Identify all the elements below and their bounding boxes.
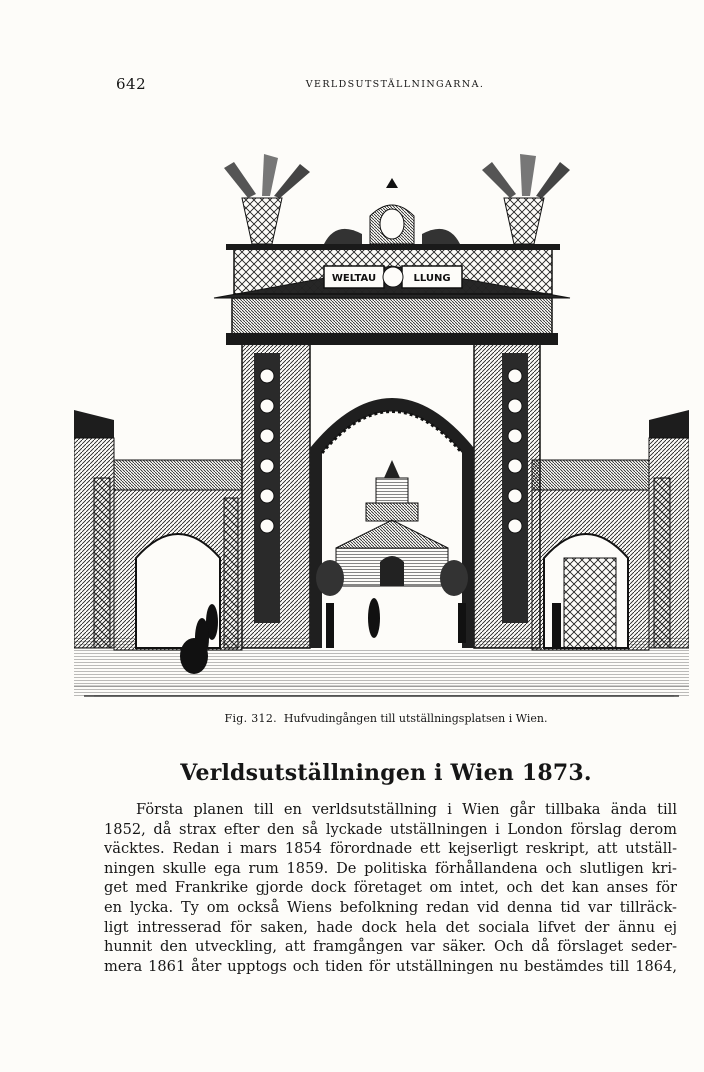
page-number: 642 <box>116 75 147 93</box>
text-line: mera 1861 åter upptogs och tiden för utställningen nu bestämdes till 1864, <box>104 957 677 975</box>
text-line: ningen skulle ega rum 1859. De politiska förhållandena och slutligen kri- <box>104 859 677 877</box>
text-line: Första planen till en verldsutställning i Wien går tillbaka ända till <box>136 801 677 818</box>
figure-caption-text: Hufvudingången till utställningsplatsen i Wien. <box>283 712 548 725</box>
figure-number: Fig. 312. <box>224 712 277 725</box>
text-line: ligt intresserad för saken, hade dock hela det sociala lifvet der ännu ej <box>104 918 677 936</box>
text-line: 1852, då strax efter den så lyckade utställningen i London förslag derom <box>104 820 677 838</box>
figure-illustration <box>74 148 689 704</box>
sign-text-left: WELTAU <box>331 273 377 284</box>
running-head: VERLDSUTSTÄLLNINGARNA. <box>305 79 485 90</box>
sign-text-right: LLUNG <box>413 273 451 284</box>
main-gate <box>214 154 570 648</box>
text-line: hunnit den utveckling, att framgången var säker. Och då förslaget seder- <box>104 938 677 956</box>
entrance-gate-engraving <box>74 148 689 704</box>
text-line: väcktes. Redan i mars 1854 förordnade ett kejserligt reskript, att utställ- <box>104 840 677 858</box>
text-line: en lycka. Ty om också Wiens befolkning redan vid denna tid var tillräck- <box>104 898 677 916</box>
body-paragraph <box>104 800 677 976</box>
section-heading: Verldsutställningen i Wien 1873. <box>180 760 592 786</box>
text-line: get med Frankrike gjorde dock företaget om intet, och det kan anses för <box>104 879 677 897</box>
figure-caption <box>0 712 704 725</box>
